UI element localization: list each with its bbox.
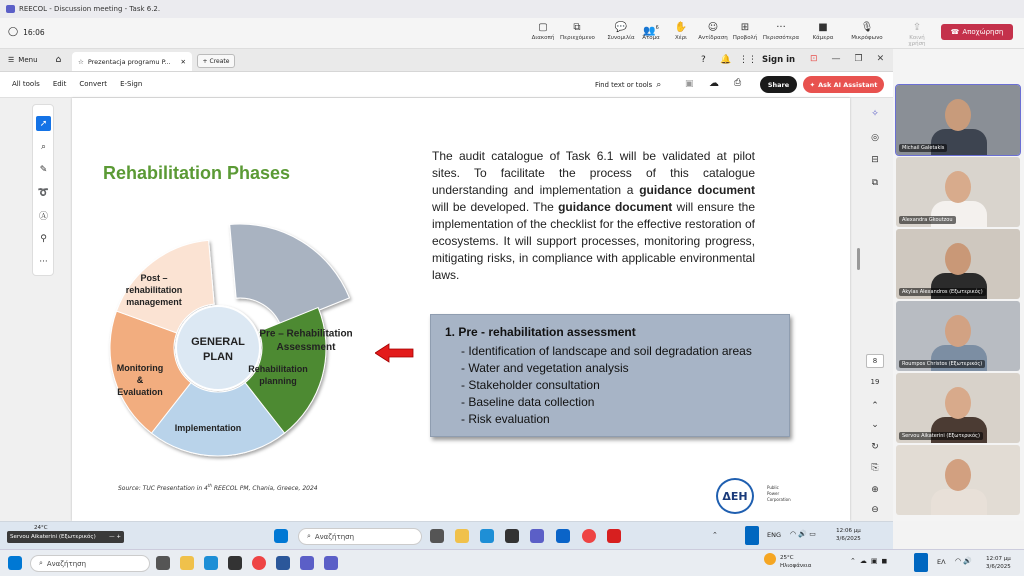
participant-name: Alexandra Gkoutzou [899, 216, 956, 224]
esign-menu[interactable]: E-Sign [120, 80, 143, 88]
task-view-icon[interactable] [430, 529, 444, 543]
people-button[interactable]: 👥$^6$ Άτομα [634, 21, 668, 41]
participant-tile[interactable] [896, 157, 1020, 227]
print-icon[interactable]: ⎙ [734, 78, 742, 88]
search-icon: ⌕ [656, 80, 662, 90]
source-citation: Source: TUC Presentation in 4th REECOL PM, Chania, Greece, 2024 [118, 483, 318, 492]
meeting-toolbar [0, 18, 1024, 49]
document-tab[interactable]: ☆ Prezentacja programu P... ✕ [72, 52, 192, 71]
people-icon: 👥$^6$ [643, 25, 659, 37]
stamp-icon[interactable]: ⚲ [40, 233, 47, 244]
segment-pre-rehabilitation-label: Pre – Rehabilitation Assessment [259, 328, 353, 354]
wifi-icon[interactable]: ◠ 🔊 ▭ [790, 530, 816, 538]
host-taskbar [0, 549, 1024, 576]
view-icon: ⊞ [740, 22, 750, 33]
assessment-list [461, 343, 752, 428]
find-text-button[interactable]: Find text or tools ⌕ [595, 80, 662, 90]
close-tab-icon[interactable]: ✕ [180, 57, 186, 66]
phone-hangup-icon: ☎ [950, 28, 960, 36]
hamburger-icon: ☰ [8, 56, 15, 64]
tray-icons[interactable]: ⌃☁▣◼ [850, 557, 892, 565]
pages-icon[interactable]: ⧉ [871, 178, 879, 188]
highlight-pen-icon[interactable]: ✎ [39, 164, 48, 175]
acrobat-icon[interactable] [607, 529, 621, 543]
file-explorer-icon[interactable] [180, 556, 194, 570]
participant-avatar [945, 315, 971, 347]
page-total: 19 [870, 378, 880, 386]
red-arrow-icon [375, 343, 415, 363]
quick-tools-bar [32, 104, 54, 276]
windows-start-icon[interactable] [274, 529, 288, 543]
participant-avatar [945, 459, 971, 491]
edge-icon[interactable] [480, 529, 494, 543]
participant-name: Akylas Alexandros (Εξωτερικός) [899, 288, 986, 296]
page-number-input[interactable]: 8 [866, 354, 884, 368]
assessment-box [430, 314, 790, 437]
logo-caption: Public Power Corporation [767, 485, 791, 502]
save-icon[interactable]: ▣ [685, 79, 694, 89]
teams-meeting-icon[interactable] [324, 556, 338, 570]
store-icon[interactable] [228, 556, 242, 570]
microphone-button[interactable]: 🎙 Μικρόφωνο [851, 22, 883, 41]
participant-avatar [945, 387, 971, 419]
ai-summary-icon[interactable]: ✧ [871, 109, 879, 119]
chrome-icon[interactable] [252, 556, 266, 570]
edit-menu[interactable]: Edit [52, 80, 67, 88]
language-indicator[interactable]: ENG [767, 531, 782, 539]
list-item: - Baseline data collection [461, 395, 595, 409]
participant-name-tooltip: Servou Aikaterini (Εξωτερικός) — + [7, 531, 124, 543]
language-indicator[interactable]: ΕΛ [937, 558, 946, 566]
close-icon[interactable]: ✕ [876, 54, 885, 64]
weather-widget[interactable]: 24°C [34, 525, 48, 531]
chrome-icon[interactable] [582, 529, 596, 543]
reaction-button[interactable]: ☺ Αντίδραση [696, 21, 730, 41]
minimize-icon[interactable]: — [831, 54, 841, 64]
store-icon[interactable] [505, 529, 519, 543]
notifications-icon[interactable]: 🔔 [720, 55, 732, 65]
sign-in-button[interactable]: Sign in [762, 55, 796, 65]
edge-icon[interactable] [204, 556, 218, 570]
rotate-icon[interactable]: ↻ [871, 442, 879, 452]
mic-tray-icon[interactable] [914, 553, 928, 572]
apps-grid-icon[interactable]: ⋮⋮ [739, 55, 757, 65]
content-button[interactable]: ⧉ Περιεχόμενο [560, 22, 595, 41]
segment-monitoring-label: Monitoring & Evaluation [116, 362, 164, 398]
raise-hand-button[interactable]: ✋ Χέρι [664, 21, 698, 41]
star-icon[interactable]: ☆ [78, 57, 84, 66]
more-options-icon[interactable]: — + [109, 534, 121, 540]
list-item: - Water and vegetation analysis [461, 361, 629, 375]
window-title: REECOL - Discussion meeting - Task 6.2. [19, 5, 161, 13]
meeting-timer: ◯ 16:06 [8, 27, 45, 37]
share-window-icon[interactable]: ⊡ [810, 54, 818, 64]
participant-tile[interactable] [896, 373, 1020, 443]
plus-icon: + [202, 57, 208, 65]
segment-pre-rehabilitation [230, 224, 350, 326]
all-tools-menu[interactable]: All tools [12, 80, 40, 88]
word-icon[interactable] [276, 556, 290, 570]
slide-paragraph: The audit catalogue of Task 6.1 will be validated at pilot sites. To facilitate the process of this catalogue understanding and implementation a guidance document will be developed. The guidance document will ensure the implementation of the checklist for the effective restoration of ecosystems. It will support processes, monitoring progress, mitigating risks, in compliance with applicable environmental laws. [432, 149, 756, 282]
participants-panel [893, 49, 1024, 521]
mic-tray-icon[interactable] [745, 526, 759, 545]
raise-hand-icon: ✋ [674, 22, 688, 33]
task-view-icon[interactable] [156, 556, 170, 570]
chat-icon: 💬 [614, 22, 628, 33]
remote-taskbar [0, 521, 893, 549]
ai-assistant-icon: ✦ [809, 80, 816, 89]
convert-menu[interactable]: Convert [79, 80, 108, 88]
share-icon: ⇪ [912, 22, 922, 33]
network-volume-icon[interactable]: ◠ 🔊 [955, 557, 973, 565]
window-controls [810, 54, 884, 64]
menu-button[interactable]: ☰ Menu ⌂ [8, 55, 62, 65]
participant-name: Servou Aikaterini (Εξωτερικός) [899, 432, 983, 440]
text-box-icon[interactable]: Ⓐ [38, 212, 48, 222]
segment-rehabilitation-planning-label: Rehabilitation planning [248, 363, 308, 387]
teams-icon[interactable] [300, 556, 314, 570]
participant-video [931, 489, 987, 515]
chat-button[interactable]: 💬 Συνομιλία [604, 21, 638, 41]
search-icon: ⌕ [307, 532, 311, 540]
acrobat-tab-bar [0, 49, 893, 72]
content-icon: ⧉ [573, 22, 581, 33]
extract-page-icon[interactable]: ⎘ [871, 463, 879, 473]
teams-icon[interactable] [530, 529, 544, 543]
view-button[interactable]: ⊞ Προβολή [728, 21, 762, 41]
search-icon: ⌕ [39, 559, 43, 567]
more-button[interactable]: ··· Περισσότερα [762, 22, 800, 41]
more-icon: ··· [776, 22, 786, 33]
slide-title: Rehabilitation Phases [103, 163, 291, 183]
lasso-draw-icon[interactable]: ➰ [37, 187, 50, 198]
camera-button[interactable]: ■ Κάμερα [806, 21, 840, 41]
general-plan-circle [176, 306, 260, 390]
file-explorer-icon[interactable] [455, 529, 469, 543]
more-tools-icon[interactable]: ··· [39, 256, 48, 267]
host-clock[interactable]: 12:07 μμ 3/6/2025 [986, 556, 1011, 570]
ask-ai-assistant-button[interactable]: ✦ Ask AI Assistant [803, 76, 884, 93]
select-tool-icon[interactable]: ➚ [36, 116, 51, 131]
page-down-icon[interactable]: ⌄ [871, 420, 879, 430]
participant-name: Michail Galetakis [899, 144, 947, 152]
comments-icon[interactable]: ◎ [871, 133, 879, 143]
zoom-out-icon[interactable]: ⊖ [871, 505, 879, 515]
window-title-bar [0, 0, 1024, 18]
camera-icon: ■ [818, 22, 828, 33]
outlook-icon[interactable] [556, 529, 570, 543]
upload-cloud-icon[interactable]: ☁ [709, 78, 719, 89]
teams-logo-icon [6, 5, 15, 13]
reaction-icon: ☺ [707, 22, 719, 33]
participant-avatar [945, 99, 971, 131]
weather-sun-icon [764, 553, 776, 565]
taskbar-search[interactable]: ⌕ Αναζήτηση [30, 555, 150, 572]
participant-tile[interactable] [896, 85, 1020, 155]
restore-icon[interactable]: ❐ [854, 54, 863, 64]
weather-widget[interactable]: 25°C Ηλιοφάνεια [780, 555, 812, 569]
participant-avatar [945, 171, 971, 203]
participant-tile[interactable] [896, 301, 1020, 371]
assessment-heading: 1. Pre - rehabilitation assessment [445, 325, 636, 339]
segment-post-rehabilitation-label: Post – rehabilitation management [125, 272, 183, 308]
list-item: - Risk evaluation [461, 412, 550, 426]
shield-icon: ◯ [8, 27, 19, 37]
acrobat-nav [12, 80, 142, 88]
dei-logo: ΔΕΗ [716, 478, 754, 514]
share-button[interactable]: ⇪ Κοινή χρήση [900, 21, 934, 47]
list-item: - Identification of landscape and soil degradation areas [461, 344, 752, 358]
help-icon[interactable]: ? [701, 55, 706, 65]
comment-tool-icon[interactable]: ⌕ [40, 141, 47, 152]
stop-sharing-button[interactable]: ▢ Διακοπή [526, 21, 560, 41]
acrobat-toolbar [0, 72, 893, 98]
share-document-button[interactable]: Share [760, 76, 797, 93]
tray-chevron-icon[interactable]: ⌃ [712, 531, 718, 539]
participant-tile[interactable] [896, 229, 1020, 299]
page-up-icon[interactable]: ⌃ [871, 401, 879, 411]
participant-tile[interactable] [896, 445, 1020, 515]
leave-button[interactable]: ☎ Αποχώρηση [941, 24, 1013, 40]
vm-clock[interactable]: 12:06 μμ 3/6/2025 [836, 528, 861, 542]
windows-start-icon[interactable] [8, 556, 22, 570]
zoom-in-icon[interactable]: ⊕ [871, 485, 879, 495]
right-panel-rail [864, 104, 886, 520]
taskbar-search[interactable]: ⌕ Αναζήτηση [298, 528, 422, 545]
share-screen-icon: ▢ [538, 22, 548, 33]
segment-implementation-label: Implementation [174, 423, 242, 433]
participant-avatar [945, 243, 971, 275]
vertical-scrollbar[interactable] [857, 248, 860, 270]
home-icon[interactable]: ⌂ [55, 55, 62, 65]
list-item: - Stakeholder consultation [461, 378, 600, 392]
general-plan-label: GENERAL PLAN [191, 336, 245, 363]
bookmarks-icon[interactable]: ⊟ [871, 155, 879, 165]
create-button[interactable]: + Create [197, 54, 235, 68]
microphone-icon: 🎙 [860, 22, 874, 33]
participant-name: Roumpos Christos (Εξωτερικός) [899, 360, 985, 368]
rehabilitation-wheel [100, 208, 360, 470]
